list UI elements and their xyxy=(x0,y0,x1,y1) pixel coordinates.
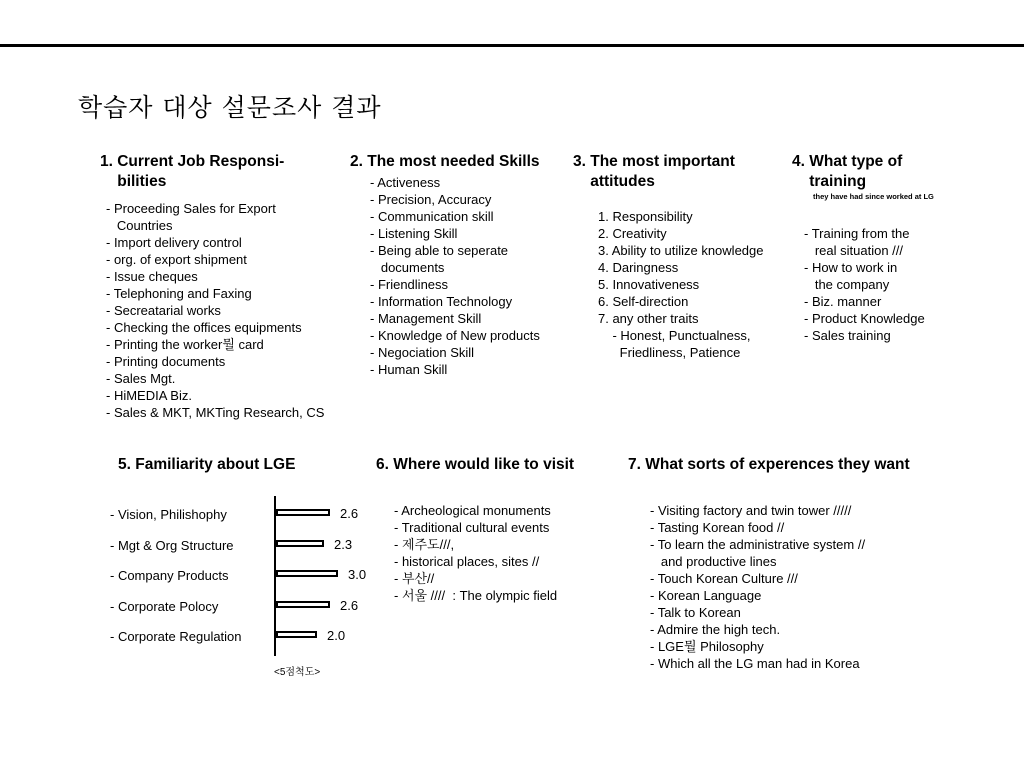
list-item: - Precision, Accuracy xyxy=(370,192,492,207)
list-item: - Sales training xyxy=(804,328,891,343)
section-4-list xyxy=(804,225,925,344)
section-5-heading: 5. Familiarity about LGE xyxy=(118,456,296,473)
list-item: - 부산// xyxy=(394,571,435,586)
section-7-heading: 7. What sorts of experences they want xyxy=(628,456,910,473)
section-3-heading: 3. The most important attitudes xyxy=(573,153,735,190)
bar-label: - Vision, Philishophy xyxy=(110,507,227,522)
list-item: - Import delivery control xyxy=(106,235,242,250)
list-item: - Korean Language xyxy=(650,588,762,603)
list-item: - Secreatarial works xyxy=(106,303,221,318)
list-item: - Being able to seperate xyxy=(370,243,509,258)
bar xyxy=(276,601,330,608)
bar-value: 2.3 xyxy=(334,537,353,552)
list-item: - Training from the xyxy=(804,226,910,241)
section-4-note: they have had since worked at LG xyxy=(813,192,934,201)
list-item: - LGE뭘 Philosophy xyxy=(650,639,764,654)
page-title: 학습자 대상 설문조사 결과 xyxy=(78,93,382,122)
list-item: documents xyxy=(370,260,445,275)
list-item: - To learn the administrative system // xyxy=(650,537,866,552)
list-item: - Admire the high tech. xyxy=(650,622,781,637)
list-item: - Product Knowledge xyxy=(804,311,925,326)
bar-label: - Corporate Regulation xyxy=(110,629,242,644)
bar-label: - Corporate Polocy xyxy=(110,599,219,614)
list-item: - HiMEDIA Biz. xyxy=(106,388,192,403)
list-item: - Management Skill xyxy=(370,311,482,326)
section-1-list xyxy=(106,200,324,421)
list-item: - Honest, Punctualness, xyxy=(598,328,751,343)
list-item: - Printing the worker뭘 card xyxy=(106,337,264,352)
list-item: - Talk to Korean xyxy=(650,605,741,620)
list-item: - Knowledge of New products xyxy=(370,328,540,343)
section-6-list xyxy=(394,502,557,604)
bar-value: 3.0 xyxy=(348,567,367,582)
scale-note: <5점척도> xyxy=(274,667,321,678)
list-item: - Tasting Korean food // xyxy=(650,520,785,535)
list-item: - Negociation Skill xyxy=(370,345,475,360)
list-item: - Proceeding Sales for Export xyxy=(106,201,276,216)
list-item: 2. Creativity xyxy=(598,226,667,241)
list-item: Friedliness, Patience xyxy=(598,345,741,360)
list-item: the company xyxy=(804,277,890,292)
list-item: - org. of export shipment xyxy=(106,252,247,267)
bar xyxy=(276,540,324,547)
bar xyxy=(276,570,338,577)
section-6-heading: 6. Where would like to visit xyxy=(376,456,575,473)
section-7-list xyxy=(650,502,865,672)
list-item: - Activeness xyxy=(370,175,441,190)
list-item: 6. Self-direction xyxy=(598,294,689,309)
list-item: - historical places, sites // xyxy=(394,554,540,569)
list-item: 1. Responsibility xyxy=(598,209,693,224)
section-3-list xyxy=(598,208,763,361)
list-item: - Which all the LG man had in Korea xyxy=(650,656,860,671)
bar xyxy=(276,509,330,516)
list-item: - Issue cheques xyxy=(106,269,198,284)
list-item: - Listening Skill xyxy=(370,226,458,241)
list-item: - 서울 //// : The olympic field xyxy=(394,588,558,603)
list-item: real situation /// xyxy=(804,243,903,258)
section-4-heading: 4. What type of training xyxy=(792,153,903,190)
list-item: - Human Skill xyxy=(370,362,448,377)
list-item: - 제주도///, xyxy=(394,537,455,552)
list-item: - Visiting factory and twin tower ///// xyxy=(650,503,852,518)
top-rule xyxy=(0,44,1024,47)
bar xyxy=(276,631,317,638)
list-item: Countries xyxy=(106,218,173,233)
list-item: - Friendliness xyxy=(370,277,449,292)
list-item: and productive lines xyxy=(650,554,777,569)
bar-value: 2.6 xyxy=(340,598,359,613)
list-item: - Biz. manner xyxy=(804,294,882,309)
list-item: - Communication skill xyxy=(370,209,494,224)
section-1-heading: 1. Current Job Responsi- bilities xyxy=(100,153,285,190)
list-item: - Touch Korean Culture /// xyxy=(650,571,798,586)
bar-label: - Company Products xyxy=(110,568,229,583)
list-item: - Sales Mgt. xyxy=(106,371,176,386)
list-item: 4. Daringness xyxy=(598,260,679,275)
bar-value: 2.6 xyxy=(340,506,359,521)
list-item: - Printing documents xyxy=(106,354,226,369)
list-item: - Archeological monuments xyxy=(394,503,551,518)
list-item: 5. Innovativeness xyxy=(598,277,700,292)
list-item: - Traditional cultural events xyxy=(394,520,550,535)
list-item: 3. Ability to utilize knowledge xyxy=(598,243,764,258)
list-item: - Information Technology xyxy=(370,294,513,309)
list-item: - Checking the offices equipments xyxy=(106,320,302,335)
list-item: - Sales & MKT, MKTing Research, CS xyxy=(106,405,325,420)
list-item: 7. any other traits xyxy=(598,311,699,326)
section-2-list xyxy=(370,174,540,378)
list-item: - Telephoning and Faxing xyxy=(106,286,252,301)
bar-value: 2.0 xyxy=(327,628,346,643)
list-item: - How to work in xyxy=(804,260,898,275)
section-2-heading: 2. The most needed Skills xyxy=(350,153,540,170)
bar-label: - Mgt & Org Structure xyxy=(110,538,234,553)
